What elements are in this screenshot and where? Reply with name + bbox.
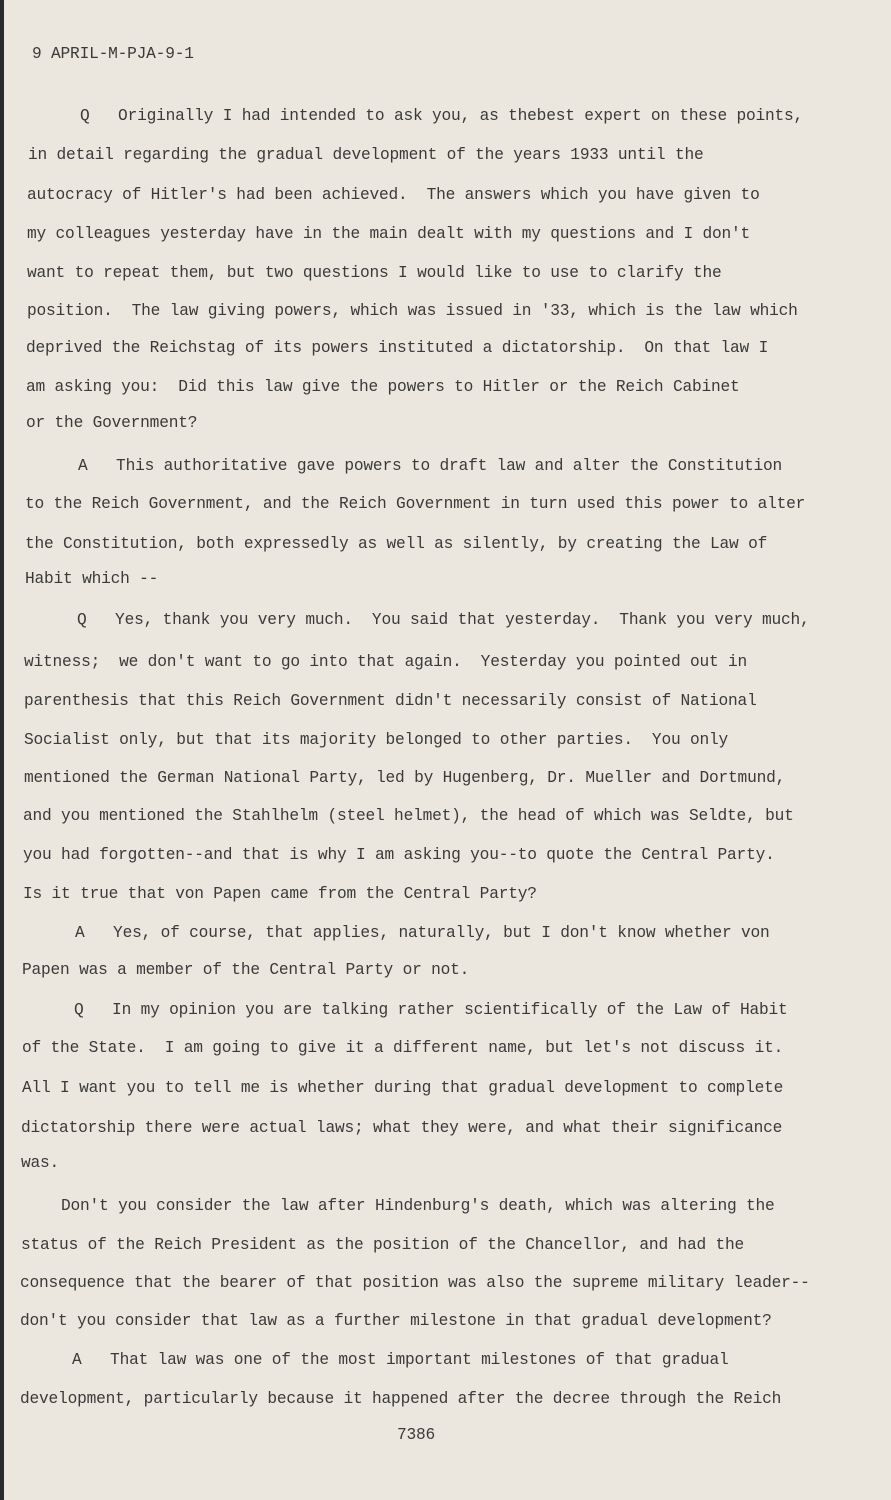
transcript-line: Don't you consider the law after Hindenburg's death, which was altering the	[61, 1197, 775, 1215]
transcript-line: Socialist only, but that its majority belonged to other parties. You only	[24, 731, 729, 749]
transcript-line: position. The law giving powers, which was issued in '33, which is the law which	[27, 302, 798, 320]
transcript-line: mentioned the German National Party, led by Hugenberg, Dr. Mueller and Dortmund,	[24, 769, 786, 787]
transcript-line: to the Reich Government, and the Reich Government in turn used this power to alter	[25, 495, 806, 513]
transcript-line: and you mentioned the Stahlhelm (steel helmet), the head of which was Seldte, but	[23, 807, 794, 825]
transcript-line: consequence that the bearer of that position was also the supreme military leader--	[20, 1274, 810, 1292]
transcript-line: in detail regarding the gradual development of the years 1933 until the	[28, 146, 704, 164]
transcript-line: autocracy of Hitler's had been achieved. The answers which you have given to	[27, 186, 760, 204]
transcript-line: my colleagues yesterday have in the main dealt with my questions and I don't	[27, 225, 751, 243]
transcript-line: Q Originally I had intended to ask you, as thebest expert on these points,	[80, 107, 804, 125]
transcript-line: or the Government?	[26, 414, 198, 432]
transcript-line: status of the Reich President as the position of the Chancellor, and had the	[21, 1236, 745, 1254]
transcript-line: Q Yes, thank you very much. You said that yesterday. Thank you very much,	[77, 611, 810, 629]
transcript-line: of the State. I am going to give it a different name, but let's not discuss it.	[22, 1039, 784, 1057]
page-number: 7386	[397, 1426, 436, 1444]
transcript-line: A Yes, of course, that applies, naturally, but I don't know whether von	[75, 924, 770, 942]
transcript-line: Habit which --	[25, 570, 159, 588]
transcript-line: dictatorship there were actual laws; what they were, and what their significance	[21, 1119, 783, 1137]
transcript-line: parenthesis that this Reich Government didn't necessarily consist of National	[24, 692, 757, 710]
transcript-line: was.	[21, 1154, 60, 1172]
document-header: 9 APRIL-M-PJA-9-1	[32, 45, 194, 63]
transcript-line: Q In my opinion you are talking rather scientifically of the Law of Habit	[74, 1001, 788, 1019]
transcript-line: don't you consider that law as a further milestone in that gradual development?	[20, 1312, 772, 1330]
transcript-line: the Constitution, both expressedly as well as silently, by creating the Law of	[25, 535, 768, 553]
transcript-line: am asking you: Did this law give the powers to Hitler or the Reich Cabinet	[26, 378, 740, 396]
transcript-line: A This authoritative gave powers to draft law and alter the Constitution	[78, 457, 783, 475]
transcript-line: you had forgotten--and that is why I am asking you--to quote the Central Party.	[23, 846, 775, 864]
scan-edge	[0, 0, 4, 1500]
transcript-line: Papen was a member of the Central Party or not.	[22, 961, 470, 979]
transcript-line: development, particularly because it happened after the decree through the Reich	[20, 1390, 782, 1408]
transcript-line: deprived the Reichstag of its powers instituted a dictatorship. On that law I	[26, 339, 769, 357]
transcript-line: A That law was one of the most important milestones of that gradual	[72, 1351, 729, 1369]
transcript-line: Is it true that von Papen came from the Central Party?	[23, 885, 537, 903]
transcript-line: All I want you to tell me is whether during that gradual development to complete	[22, 1079, 784, 1097]
transcript-line: want to repeat them, but two questions I would like to use to clarify the	[27, 264, 722, 282]
transcript-line: witness; we don't want to go into that again. Yesterday you pointed out in	[24, 653, 748, 671]
